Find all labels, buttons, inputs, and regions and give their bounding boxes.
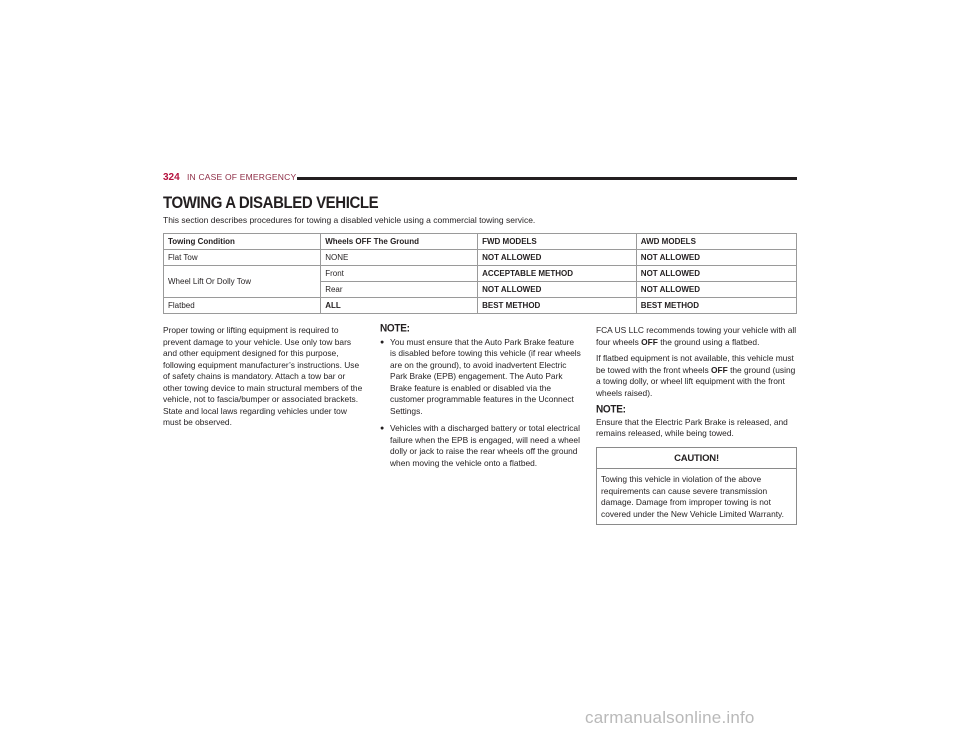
table-cell: NOT ALLOWED bbox=[636, 250, 796, 266]
caution-text: Towing this vehicle in violation of the above requirements can cause severe transmission damage. Damage from improper towing is not covered under the New Vehicle Limited Warranty. bbox=[601, 474, 784, 519]
bullet-icon: ● bbox=[380, 425, 385, 432]
equipment-paragraph: Proper towing or lifting equipment is required to prevent damage to your vehicle. Use only tow bars and other equipment designed for this purpose, following equipment manufacturer’s instructions. Use of safety chains is mandatory. Attach a tow bar or other towing device to main structural members of the vehicle, not to fascia/bumper or associated brackets. State and local laws regarding vehicles under tow must be observed. bbox=[163, 325, 363, 427]
note-text: Ensure that the Electric Park Brake is released, and remains released, while being towed. bbox=[596, 416, 788, 438]
table-cell: ALL bbox=[321, 298, 478, 314]
table-cell: NONE bbox=[321, 250, 478, 266]
right-column bbox=[596, 325, 797, 525]
caution-box bbox=[596, 447, 797, 526]
front-wheels-paragraph bbox=[596, 353, 797, 399]
text-run: FCA US LLC recommends towing your vehicle with all four wheels bbox=[596, 325, 797, 347]
table-cell: NOT ALLOWED bbox=[478, 282, 637, 298]
intro-text: This section describes procedures for towing a disabled vehicle using a commercial towing service. bbox=[163, 215, 536, 225]
table-header-cell: FWD MODELS bbox=[478, 234, 637, 250]
table-row bbox=[164, 298, 797, 314]
towing-table bbox=[163, 233, 797, 314]
caution-title: CAUTION! bbox=[597, 448, 796, 470]
emphasis-off: OFF bbox=[711, 364, 728, 375]
table-cell: NOT ALLOWED bbox=[478, 250, 637, 266]
text-run: the ground (using a towing dolly, or wheel lift equipment with the front wheels raised). bbox=[596, 364, 796, 398]
table-header-row bbox=[164, 234, 797, 250]
table-cell: BEST METHOD bbox=[636, 298, 796, 314]
note-bullet-text: You must ensure that the Auto Park Brake feature is disabled before towing this vehicle (if rear wheels are on the ground), to avoid inadvertent Electric Park Brake (EPB) engagement. The Auto Park Brake feature is enabled or disabled via the customer programmable features in the Uconnect Settings. bbox=[390, 336, 581, 416]
table-header-cell: Towing Condition bbox=[164, 234, 321, 250]
table-row bbox=[164, 266, 797, 282]
middle-column bbox=[380, 323, 582, 475]
note-list bbox=[380, 337, 582, 470]
left-column bbox=[163, 325, 363, 434]
flatbed-recommendation bbox=[596, 325, 797, 348]
table-cell: NOT ALLOWED bbox=[636, 282, 796, 298]
table-row bbox=[164, 250, 797, 266]
list-item bbox=[380, 423, 582, 469]
page-title: TOWING A DISABLED VEHICLE bbox=[163, 194, 379, 213]
table-cell: ACCEPTABLE METHOD bbox=[478, 266, 637, 282]
section-name: IN CASE OF EMERGENCY bbox=[187, 172, 297, 182]
table-header-cell: Wheels OFF The Ground bbox=[321, 234, 478, 250]
table-cell: Flatbed bbox=[164, 298, 321, 314]
list-item bbox=[380, 337, 582, 418]
page-header bbox=[163, 172, 797, 186]
table-cell: NOT ALLOWED bbox=[636, 266, 796, 282]
note-label: NOTE: bbox=[596, 404, 626, 416]
page-number: 324 bbox=[163, 172, 180, 183]
table-cell: Front bbox=[321, 266, 478, 282]
note-bullet-text: Vehicles with a discharged battery or total electrical failure when the EPB is engaged, will need a wheel dolly or jack to raise the rear wheels off the ground when moving the vehicle onto a flatbed. bbox=[390, 423, 580, 468]
bullet-icon: ● bbox=[380, 338, 385, 346]
header-rule bbox=[297, 177, 797, 180]
table-cell: Wheel Lift Or Dolly Tow bbox=[164, 266, 321, 298]
table-cell: Flat Tow bbox=[164, 250, 321, 266]
table-header-cell: AWD MODELS bbox=[636, 234, 796, 250]
text-run: the ground using a flatbed. bbox=[657, 336, 760, 347]
text-run: If flatbed equipment is not available, this vehicle must be towed with the front wheels bbox=[596, 353, 794, 375]
table-cell: BEST METHOD bbox=[478, 298, 637, 314]
table-cell: Rear bbox=[321, 282, 478, 298]
emphasis-off: OFF bbox=[641, 336, 658, 347]
note-label: NOTE: bbox=[380, 323, 410, 335]
watermark: carmanualsonline.info bbox=[585, 708, 755, 727]
